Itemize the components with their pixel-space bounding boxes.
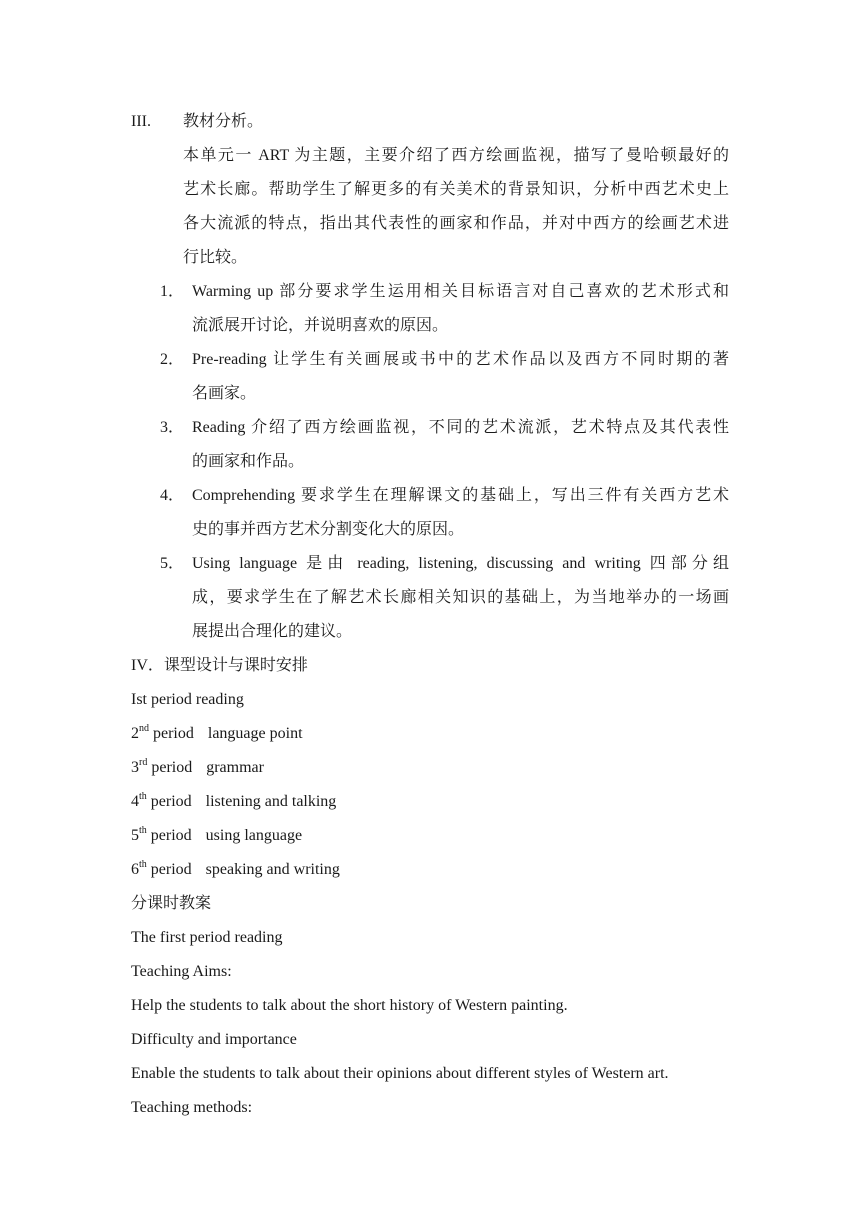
period-row [131,724,303,744]
list-item-line: Comprehending 要求学生在理解课文的基础上，写出三件有关西方艺术 [192,487,729,504]
plan-label: Teaching Aims: [131,963,232,980]
period-ordinal: th [139,824,147,836]
paragraph-line: 各大流派的特点，指出其代表性的画家和作品，并对中西方的绘画艺术进 [183,215,729,232]
period-ordinal: rd [139,756,148,768]
period-word: period [146,827,192,844]
paragraph-line: 本单元一 ART 为主题，主要介绍了西方绘画监视，描写了曼哈顿最好的 [183,147,729,164]
list-item-number: 2． [160,351,185,368]
list-item-number: 3． [160,419,185,436]
period-number: 6 [131,861,139,878]
section-heading: IV．课型设计与课时安排 [131,657,308,674]
period-word: period [146,793,192,810]
plan-text: Enable the students to talk about their opinions about different styles of Western art. [131,1065,669,1082]
list-item-line: Warming up 部分要求学生运用相关目标语言对自己喜欢的艺术形式和 [192,283,729,300]
period-row [131,860,340,880]
list-item-line: 展提出合理化的建议。 [192,623,353,640]
period-number: 2 [131,725,139,742]
plan-label: Teaching methods: [131,1099,253,1116]
period-row [131,792,336,812]
period-number: Ist [131,691,147,708]
period-topic: language point [207,725,303,742]
period-topic: grammar [206,759,264,776]
list-item-number: 1． [160,283,185,300]
section-heading: 教材分析。 [183,113,264,130]
list-item-line: Using language 是由 reading, listening, discussing and writing 四部分组 [192,555,729,572]
period-topic: speaking and writing [205,861,340,878]
period-topic: reading [195,691,244,708]
paragraph-line: 艺术长廊。帮助学生了解更多的有关美术的背景知识，分析中西艺术史上 [183,181,729,198]
plan-heading: 分课时教案 [131,895,212,912]
list-item-line: Pre-reading 让学生有关画展或书中的艺术作品以及西方不同时期的著 [192,351,729,368]
period-ordinal: th [139,858,147,870]
period-ordinal: th [139,790,147,802]
period-row [131,758,264,778]
paragraph-line: 行比较。 [183,249,248,266]
plan-title: The first period reading [131,929,283,946]
period-word: period [149,725,194,742]
period-number: 5 [131,827,139,844]
list-item-number: 5． [160,555,185,572]
list-item-line: 流派展开讨论，并说明喜欢的原因。 [192,317,449,334]
list-item-line: 史的事并西方艺术分割变化大的原因。 [192,521,465,538]
period-number: 4 [131,793,139,810]
list-item-line: 成，要求学生在了解艺术长廊相关知识的基础上，为当地举办的一场画 [192,589,729,606]
period-word: period [147,759,193,776]
period-row [131,690,244,710]
plan-text: Help the students to talk about the short history of Western painting. [131,997,568,1014]
period-topic: using language [205,827,303,844]
period-number: 3 [131,759,139,776]
period-row [131,826,302,846]
list-item-line: Reading 介绍了西方绘画监视，不同的艺术流派，艺术特点及其代表性 [192,419,729,436]
section-numeral: III. [131,113,151,130]
list-item-line: 名画家。 [192,385,257,402]
list-item-number: 4． [160,487,185,504]
list-item-line: 的画家和作品。 [192,453,305,470]
period-topic: listening and talking [205,793,337,810]
period-word: period [146,861,192,878]
plan-label: Difficulty and importance [131,1031,297,1048]
period-word: period [147,691,192,708]
period-ordinal: nd [139,722,149,734]
